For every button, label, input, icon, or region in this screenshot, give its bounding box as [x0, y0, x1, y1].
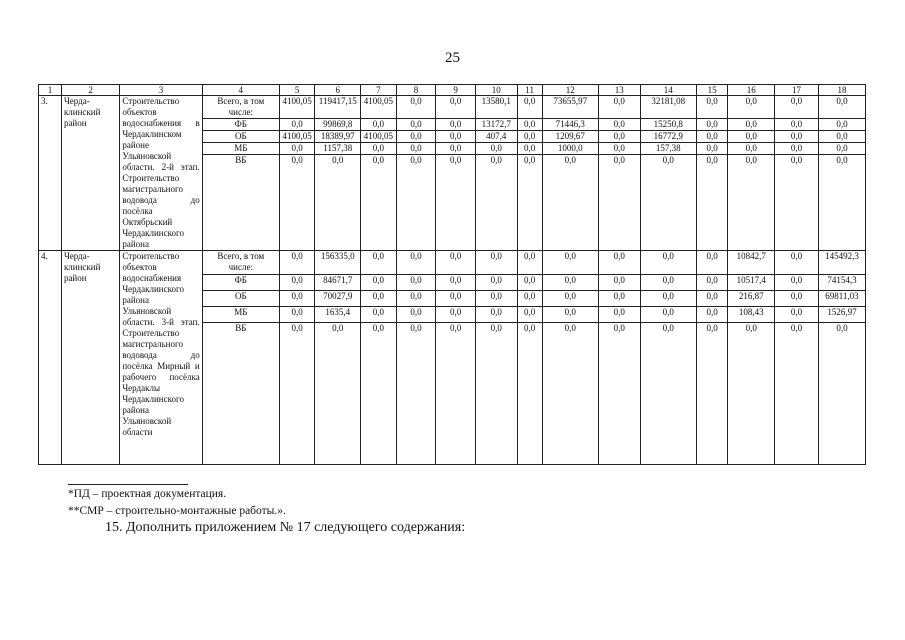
value-cell: 0,0 — [728, 96, 775, 119]
value-cell: 0,0 — [775, 143, 819, 155]
value-cell: 0,0 — [542, 275, 598, 291]
value-cell: 0,0 — [517, 155, 542, 251]
value-cell: 69811,03 — [818, 291, 865, 307]
value-cell: 0,0 — [361, 155, 396, 251]
col-header: 17 — [775, 85, 819, 96]
col-header: 16 — [728, 85, 775, 96]
value-cell: 0,0 — [396, 96, 436, 119]
value-cell: 157,38 — [640, 143, 696, 155]
value-cell: 0,0 — [696, 291, 727, 307]
value-cell: 74154,3 — [818, 275, 865, 291]
value-cell: 0,0 — [517, 307, 542, 323]
col-header: 13 — [598, 85, 640, 96]
value-cell: 0,0 — [361, 119, 396, 131]
value-cell: 0,0 — [728, 323, 775, 465]
col-header: 6 — [315, 85, 361, 96]
value-cell: 0,0 — [361, 307, 396, 323]
value-cell: 0,0 — [728, 119, 775, 131]
value-cell: 0,0 — [696, 307, 727, 323]
col-header: 2 — [61, 85, 119, 96]
entry-district: Черда-клинский район — [61, 96, 119, 251]
funding-source-label: ОБ — [202, 131, 279, 143]
value-cell: 0,0 — [436, 143, 476, 155]
financing-table — [38, 84, 866, 465]
value-cell: 0,0 — [315, 323, 361, 465]
funding-source-label: Всего, в том числе: — [202, 251, 279, 275]
value-cell: 0,0 — [279, 275, 314, 291]
value-cell: 407,4 — [475, 131, 517, 143]
value-cell: 0,0 — [598, 131, 640, 143]
value-cell: 0,0 — [598, 251, 640, 275]
value-cell: 0,0 — [775, 119, 819, 131]
value-cell: 0,0 — [728, 155, 775, 251]
value-cell: 0,0 — [598, 307, 640, 323]
value-cell: 0,0 — [542, 291, 598, 307]
value-cell: 0,0 — [696, 251, 727, 275]
value-cell: 0,0 — [598, 275, 640, 291]
value-cell: 0,0 — [361, 275, 396, 291]
value-cell: 0,0 — [396, 251, 436, 275]
value-cell: 0,0 — [475, 275, 517, 291]
item-15-text: 15. Дополнить приложением № 17 следующего содержания: — [105, 520, 466, 535]
value-cell: 15250,8 — [640, 119, 696, 131]
value-cell: 99869,8 — [315, 119, 361, 131]
value-cell: 0,0 — [475, 155, 517, 251]
value-cell: 0,0 — [818, 323, 865, 465]
footnote-divider — [68, 484, 188, 485]
value-cell: 0,0 — [517, 323, 542, 465]
value-cell: 0,0 — [475, 291, 517, 307]
value-cell: 119417,15 — [315, 96, 361, 119]
value-cell: 0,0 — [279, 119, 314, 131]
value-cell: 0,0 — [542, 155, 598, 251]
value-cell: 0,0 — [396, 323, 436, 465]
table-row — [39, 96, 866, 119]
value-cell: 0,0 — [517, 291, 542, 307]
value-cell: 0,0 — [598, 291, 640, 307]
value-cell: 0,0 — [436, 291, 476, 307]
value-cell: 73655,97 — [542, 96, 598, 119]
value-cell: 0,0 — [775, 96, 819, 119]
col-header: 4 — [202, 85, 279, 96]
table-row — [39, 251, 866, 275]
value-cell: 0,0 — [775, 291, 819, 307]
col-header: 11 — [517, 85, 542, 96]
value-cell: 156335,0 — [315, 251, 361, 275]
funding-source-label: ВБ — [202, 155, 279, 251]
value-cell: 0,0 — [396, 155, 436, 251]
value-cell: 0,0 — [640, 323, 696, 465]
value-cell: 0,0 — [640, 275, 696, 291]
col-header: 15 — [696, 85, 727, 96]
value-cell: 0,0 — [598, 143, 640, 155]
header-row — [39, 85, 866, 96]
value-cell: 0,0 — [542, 307, 598, 323]
value-cell: 0,0 — [517, 131, 542, 143]
footnotes — [68, 486, 286, 520]
col-header: 9 — [436, 85, 476, 96]
value-cell: 0,0 — [436, 251, 476, 275]
value-cell: 71446,3 — [542, 119, 598, 131]
value-cell: 0,0 — [279, 155, 314, 251]
col-header: 12 — [542, 85, 598, 96]
value-cell: 0,0 — [598, 323, 640, 465]
value-cell: 16772,9 — [640, 131, 696, 143]
value-cell: 0,0 — [279, 143, 314, 155]
value-cell: 0,0 — [517, 251, 542, 275]
value-cell: 0,0 — [728, 131, 775, 143]
value-cell: 0,0 — [542, 323, 598, 465]
value-cell: 13580,1 — [475, 96, 517, 119]
value-cell: 10842,7 — [728, 251, 775, 275]
value-cell: 0,0 — [475, 307, 517, 323]
funding-source-label: ФБ — [202, 275, 279, 291]
value-cell: 0,0 — [696, 131, 727, 143]
value-cell: 70027,9 — [315, 291, 361, 307]
col-header: 10 — [475, 85, 517, 96]
value-cell: 13172,7 — [475, 119, 517, 131]
col-header: 7 — [361, 85, 396, 96]
col-header: 18 — [818, 85, 865, 96]
value-cell: 0,0 — [396, 307, 436, 323]
funding-source-label: ОБ — [202, 291, 279, 307]
col-header: 3 — [120, 85, 202, 96]
value-cell: 1000,0 — [542, 143, 598, 155]
col-header: 8 — [396, 85, 436, 96]
value-cell: 0,0 — [361, 291, 396, 307]
value-cell: 0,0 — [775, 251, 819, 275]
funding-source-label: Всего, в том числе: — [202, 96, 279, 119]
value-cell: 0,0 — [818, 131, 865, 143]
value-cell: 0,0 — [396, 119, 436, 131]
value-cell: 0,0 — [361, 323, 396, 465]
value-cell: 0,0 — [775, 131, 819, 143]
value-cell: 0,0 — [640, 291, 696, 307]
value-cell: 0,0 — [436, 119, 476, 131]
value-cell: 84671,7 — [315, 275, 361, 291]
value-cell: 0,0 — [436, 307, 476, 323]
entry-description: Строительство объектов водоснабжения Чердаклинского района Ульяновской области. 3-й этап. Строительство магистрального водовода до посёлка Мирный и рабочего посёлка Чердаклы Чердаклинского района Ульяновской области — [120, 251, 202, 465]
value-cell: 0,0 — [775, 155, 819, 251]
value-cell: 1209,67 — [542, 131, 598, 143]
value-cell: 0,0 — [361, 143, 396, 155]
value-cell: 0,0 — [436, 96, 476, 119]
value-cell: 0,0 — [517, 143, 542, 155]
value-cell: 145492,3 — [818, 251, 865, 275]
value-cell: 0,0 — [696, 155, 727, 251]
funding-source-label: МБ — [202, 143, 279, 155]
value-cell: 0,0 — [517, 119, 542, 131]
value-cell: 0,0 — [436, 155, 476, 251]
funding-source-label: ВБ — [202, 323, 279, 465]
value-cell: 0,0 — [696, 275, 727, 291]
col-header: 1 — [39, 85, 62, 96]
value-cell: 0,0 — [279, 251, 314, 275]
value-cell: 0,0 — [775, 275, 819, 291]
value-cell: 0,0 — [640, 251, 696, 275]
value-cell: 0,0 — [818, 96, 865, 119]
value-cell: 1157,38 — [315, 143, 361, 155]
value-cell: 0,0 — [436, 275, 476, 291]
value-cell: 0,0 — [818, 143, 865, 155]
page-number: 25 — [445, 50, 460, 66]
value-cell: 0,0 — [696, 323, 727, 465]
entry-description: Строительство объектов водоснабжения в Чердаклинском районе Ульяновской области. 2-й этап. Строительство магистрального водовода до посёлка Октябрьский Чердаклинского района — [120, 96, 202, 251]
value-cell: 0,0 — [475, 143, 517, 155]
value-cell: 0,0 — [598, 96, 640, 119]
entry-number: 3. — [39, 96, 62, 251]
value-cell: 0,0 — [436, 131, 476, 143]
footnote-smr: **СМР – строительно-монтажные работы.». — [68, 505, 286, 517]
value-cell: 0,0 — [396, 275, 436, 291]
value-cell: 0,0 — [517, 275, 542, 291]
value-cell: 0,0 — [775, 323, 819, 465]
value-cell: 0,0 — [598, 119, 640, 131]
value-cell: 0,0 — [475, 251, 517, 275]
value-cell: 0,0 — [640, 155, 696, 251]
funding-source-label: ФБ — [202, 119, 279, 131]
entry-district: Черда-клинский район — [61, 251, 119, 465]
value-cell: 4100,05 — [279, 131, 314, 143]
funding-source-label: МБ — [202, 307, 279, 323]
col-header: 5 — [279, 85, 314, 96]
value-cell: 0,0 — [728, 143, 775, 155]
value-cell: 0,0 — [542, 251, 598, 275]
value-cell: 108,43 — [728, 307, 775, 323]
value-cell: 0,0 — [818, 119, 865, 131]
value-cell: 0,0 — [640, 307, 696, 323]
value-cell: 0,0 — [436, 323, 476, 465]
value-cell: 10517,4 — [728, 275, 775, 291]
value-cell: 0,0 — [361, 251, 396, 275]
value-cell: 0,0 — [598, 155, 640, 251]
entry-number: 4. — [39, 251, 62, 465]
value-cell: 4100,05 — [361, 96, 396, 119]
value-cell: 0,0 — [279, 323, 314, 465]
value-cell: 0,0 — [696, 143, 727, 155]
value-cell: 0,0 — [517, 96, 542, 119]
value-cell: 0,0 — [396, 143, 436, 155]
value-cell: 0,0 — [279, 307, 314, 323]
value-cell: 18389,97 — [315, 131, 361, 143]
value-cell: 1526,97 — [818, 307, 865, 323]
value-cell: 0,0 — [475, 323, 517, 465]
value-cell: 1635,4 — [315, 307, 361, 323]
value-cell: 0,0 — [696, 119, 727, 131]
value-cell: 0,0 — [696, 96, 727, 119]
value-cell: 0,0 — [396, 291, 436, 307]
value-cell: 216,87 — [728, 291, 775, 307]
value-cell: 4100,05 — [361, 131, 396, 143]
value-cell: 32181,08 — [640, 96, 696, 119]
value-cell: 4100,05 — [279, 96, 314, 119]
value-cell: 0,0 — [818, 155, 865, 251]
col-header: 14 — [640, 85, 696, 96]
value-cell: 0,0 — [396, 131, 436, 143]
value-cell: 0,0 — [315, 155, 361, 251]
value-cell: 0,0 — [279, 291, 314, 307]
footnote-pd: *ПД – проектная документация. — [68, 488, 227, 500]
value-cell: 0,0 — [775, 307, 819, 323]
